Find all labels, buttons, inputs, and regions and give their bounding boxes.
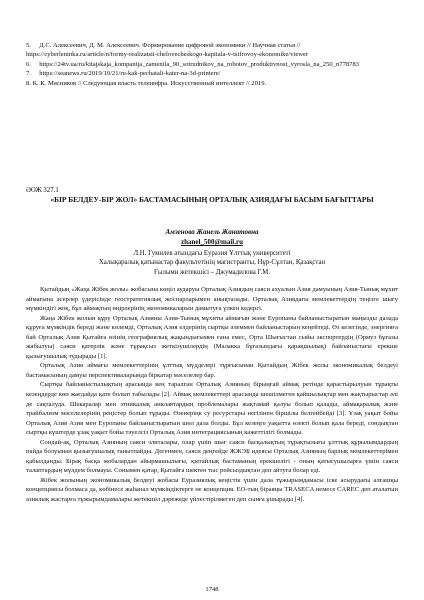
body-paragraph: Сыртқы байланыстылықтың арасында кең таралған Орталық Азияның бірыңғай аймақ ретінде қарастырылуын тұрақты кезеңдерде көп жағдайда қате болып табылады [2]. Аймақ мемлекеттері арасында шешілмеген қайшылықтар мен жақтырыстар әлі де сақталуда. Шекаралар мен этникалық анклавтардың проблемалары жақтамай қалуы болып қалады, аймақаралық және трайбализм мәселелерінің реңістер болып тұрады. Өзенеріңк су ресурстары негізінен біршілы белгейбейді [3]. Ұзақ уақыт бойы Орталық Азия Азия мен Еуропаны байланыстыратын шөл дала болды. Бұл кезеңге уақытта өзекті болып қала береді, сондықтан сыртқы күштерде ұзақ уақыт бойы тәуелсіз Орталық Азия интеграциясының кажеттілігі болмады. [26, 381, 398, 437]
body-paragraph: Орталық Азия аймағы мемлекеттерінің ұлттық мүдделері тұрғысынан Қытайдың Жібек жолы экономикалық белдеуі бастамасының дамуы перспективаларында біркатар мәселелер бар. [26, 362, 398, 379]
body-paragraph: Жаңа Жібек жолын құру Орталық Азияны Азия-Тынық мұхиты аймағын және Еуропаны байланыстыратын маңызды далада құруға мүмкіндік береді және көлемді, Орталық Азия елдерінің сыртқы әлеммен байланыстарын кеңейтеді. Өз кезегінде, энергияға бай Орталық Азия Қытайға өзінің географиялық жақындығымен ғана емес, Орта Шығыстан сыйы экспортердің (Ормуз бұғазы жабылуы) саяси қатерлік және тұрақсыз жеткізушілердің (Малакка бұғазындағы қарақшылық) байланыстағы ерекше қызығушылық тудырады [1]. [26, 314, 398, 360]
reference-item: 7. https://seanews.ru/2019/10/21/ru-kak-pechatali-kater-na-3d-printere/ [26, 70, 221, 78]
reference-item: 6. https://24tv.ua/ru/kitajskaja_kompanija_zamenila_90_sotrudnikov_na_robotov_produktivnost_vyrosla_na_250_n778783 [26, 60, 360, 68]
affiliation-block [0, 249, 424, 277]
author-name: Амзенова Жанель Жанатовна [165, 228, 259, 236]
body-paragraph: Қытайдың «Жаңа Жібек жолы» жобасына көңіл аударуы Орталық Азиядың саяси ахуалын Азия дамуының Азия-Тынық мұхит аймағына әсерлер үдерісінде геостратегиялық жоспарларымен анықталады. Орталық Азиядағы мемлекеттердің теңізге шығу мүмкіндігі жоқ, бұл аймақтың өңірлерінің экономикаларын дамытуға үлкен кедергі. [26, 286, 398, 313]
udk-code: ӘОЖ 327.1 [26, 187, 59, 194]
article-title: «БІР БЕЛДЕУ-БІР ЖОЛ» БАСТАМАСЫНЫҢ ОРТАЛЫҚ АЗИЯДАҒЫ БАСЫМ БАҒЫТТАРЫ [50, 195, 374, 204]
affiliation-line: Халықаралық қатынастар факультетінің магистранты, Нұр-Сұлтан, Қазақстан [98, 259, 326, 267]
article-body [26, 285, 398, 505]
author-email-link[interactable]: zhanel_500@mail.ru [181, 238, 243, 246]
reference-list [26, 41, 400, 88]
body-paragraph: Сондай-ақ, Орталық Азияның саяси элиталары, олар үшін шығ саяси басқалықтың тұрақтылығы ұлттық құрылымдардың пайда болуынан қызығушылық танытпайды. Дегенмен, саяси деңгейде ЖЖЭБ идеясы Орталық Азияның барлық мемлекеттерімен қабылданды. Бірақ басқа жобалардан айырмашылығы, қытайлық бастаманың ерекшелігі - оның қатысушыларға үшін саяси талаптардың мүлдем болмауы. Сонымен қатар, Қытайға шектен тыс рейсыздықтан деп айтуға болар еді. [26, 438, 398, 475]
body-paragraph: Жібек жолының экономикалық белдеуі жобасы Еуразиялық кеңістік үшін дала тұжырымдамасы іске асырудағы алғашқы концепциясы болмаса да, көбінесе жаһанал мүмкіндіктерге не концепция. ЕО-тың біраяңы TRASECA немесе CAREC деп аталатын азиялық жастарға тұжырымдамалары жетекшіл дәрежеде үйлестірілмеген деп сынға ұшырады [4]. [26, 476, 398, 504]
page-number: 1748 [205, 586, 219, 593]
reference-item: 8. К. К. Мясников // Следующая власть телеинфра. Искусственный интеллект // 2019. [26, 79, 267, 87]
affiliation-line: Ғылыми жетекшісі – Джумадилова Г.М. [153, 268, 271, 276]
reference-item: 5. Д.С. Алексеевич, Д. М. Алексеевич. Формирование цифровой экономики // Научная статья // https://cyberleninka.ru/article/n/formy-realizatsii-chelovecheskogo-kapitala-v-tsifrovoy-ekonomike/viewer [26, 42, 309, 59]
affiliation-line: Л.Н. Гумилев атындағы Еуразия Ұлттық университеті [133, 250, 291, 257]
